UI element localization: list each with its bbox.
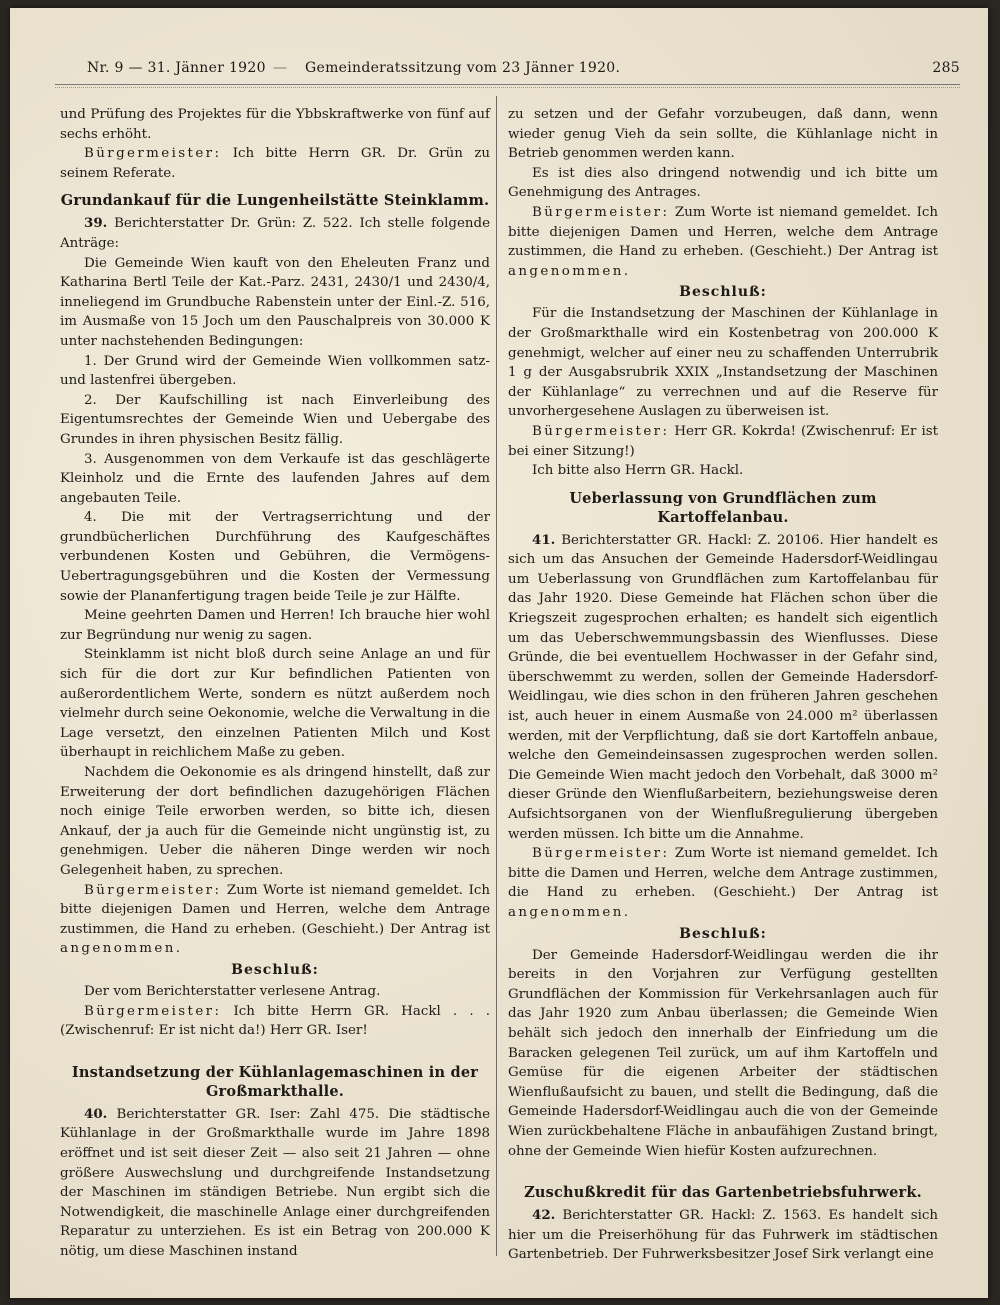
paragraph [60,214,490,253]
paragraph: Es ist dies also dringend notwendig und ich bitte um Genehmigung des Antrages. [508,165,938,201]
paragraph: Nachdem die Oekonomie es als dringend hinstellt, daß zur Erweiterung der dort befindlichen dazugehörigen Flächen noch einige Teile erworben werden, so bitte ich, diesen Ankauf, der ja auch für die Gemeinde nicht ungünstig ist, zu genehmigen. Ueber die näheren Dinge werden wir noch Gelegenheit haben, zu sprechen. [60,765,490,878]
paragraph-text: Ich bitte Herrn GR. Dr. Grün zu seinem Referate. [60,146,490,181]
section-heading: Zuschußkredit für das Gartenbetriebsfuhrwerk. [524,1184,922,1202]
paragraph: Steinklamm ist nicht bloß durch seine Anlage an und für sich für die dort zur Kur befindlichen Patienten von außerordentlichem Werte, sondern es nützt außerdem noch vielmehr durch seine Oekonomie, welche die Verwaltung in die Lage versetzt, den einzelnen Patienten Milch und Kost überhaupt in reichlichem Maße zu geben. [60,647,490,761]
paragraph: 1. Der Grund wird der Gemeinde Wien vollkommen satz- und lastenfrei übergeben. [60,353,490,389]
paragraph [60,1002,490,1041]
item-number: 39. [84,215,108,232]
spacer [60,1041,490,1055]
paragraph-text: Zum Worte ist niemand gemeldet. Ich bitte die Damen und Herren, welche dem Antrage zustimmen, die Hand zu erheben. (Geschieht.) Der Antrag ist [508,846,938,901]
speaker-label: Bürgermeister: [84,1003,222,1019]
result-word: angenommen. [60,941,183,957]
paragraph-text: Berichterstatter Dr. Grün: Z. 522. Ich stelle folgende Anträge: [60,216,490,251]
speaker-label: Bürgermeister: [532,204,670,220]
paragraph-text: Berichterstatter GR. Hackl: Z. 1563. Es handelt sich hier um die Preiserhöhung für das Fuhrwerk im städtischen Gartenbetrieb. Der Fuhrwerksbesitzer Josef Sirk verlangt eine [508,1208,938,1263]
paragraph [508,1206,938,1265]
paragraph [508,531,938,845]
paragraph-text: Berichterstatter GR. Iser: Zahl 475. Die städtische Kühlanlage in der Großmarkthalle wurde im Jahre 1898 eröffnet und ist seit dieser Zeit — also seit 21 Jahren — ohne größere Auswechslung und durchgreifende Instandsetzung der Maschinen im ständigen Betriebe. Nun ergibt sich die Notwendigkeit, die maschinelle Anlage einer durchgreifenden Reparatur zu unterziehen. Es ist ein Betrag von 200.000 K nötig, um diese Maschinen instand [60,1106,490,1259]
header-rule-dotted [55,87,960,88]
paragraph: 4. Die mit der Vertragserrichtung und der grundbücherlichen Durchführung des Kaufgeschäftes verbundenen Kosten und Gebühren, die Vermögens-Uebertragungsgebühren und die Kosten der Vermessung sowie der Plananfertigung tragen beide Teile je zur Hälfte. [60,510,490,604]
session-title: Gemeinderatssitzung vom 23 Jänner 1920. [305,60,621,76]
paragraph [60,881,490,959]
paragraph: Der vom Berichterstatter verlesene Antrag. [84,983,381,999]
right-column [508,105,938,1265]
column-divider [496,96,497,1256]
speaker-label: Bürgermeister: [532,846,670,862]
paragraph [60,144,490,183]
issue-info: Nr. 9 — 31. Jänner 1920 [87,60,266,76]
result-word: angenommen. [508,263,631,279]
paragraph: Der Gemeinde Hadersdorf-Weidlingau werden die ihr bereits in den Vorjahren zur Verfügung gestellten Grundflächen der Kommission für Verkehrsanlagen auch für das Jahr 1920 zum Anbau überlassen; die Gemeinde Wien behält sich jedoch den innerhalb der Einfriedung um die Baracken gelegenen Teil zurück, um auf ihm Kartoffeln und Gemüse für die eigenen Arbeiter der städtischen Wienflußaufsicht zu bauen, und stellt die Bedingung, daß die Gemeinde Hadersdorf-Weidlingau auch die von der Gemeinde Wien zurückbehaltene Fläche in anbaufähigen Zustand bringt, ohne der Gemeinde Wien hiefür Kosten aufzurechnen. [508,947,938,1159]
paragraph [60,1105,490,1262]
speaker-label: Bürgermeister: [84,882,222,898]
paragraph: Die Gemeinde Wien kauft von den Eheleuten Franz und Katharina Bertl Teile der Kat.-Parz. 2431, 2430/1 und 2430/4, inneliegend im Grundbuche Rabenstein unter der Einl.-Z. 516, im Ausmaße von 15 Joch um den Pauschalpreis von 30.000 K unter nachstehenden Bedingungen: [60,255,490,349]
paragraph: 2. Der Kaufschilling ist nach Einverleibung des Eigentumsrechtes der Gemeinde Wien und Uebergabe des Grundes in ihren physischen Besitz fällig. [60,392,490,447]
page-header [55,60,960,86]
resolution-heading: Beschluß: [679,925,767,942]
paragraph-text: Berichterstatter GR. Hackl: Z. 20106. Hier handelt es sich um das Ansuchen der Gemeinde Hadersdorf-Weidlingau um Ueberlassung von Grundflächen zum Kartoffelanbau für das Jahr 1920. Diese Gemeinde hat Flächen schon über die Kriegszeit zugesprochen erhalten; es handelt sich eigentlich um das Ueberschwemmungsbassin des Wienflusses. Diese Gründe, die bei eventuellem Hochwasser in der Gefahr sind, überschwemmt zu werden, sollen der Gemeinde Hadersdorf-Weidlingau, wie dies schon in den früheren Jahren geschehen ist, auch heuer in einem Ausmaße von 24.000 m² überlassen werden, mit der Verpflichtung, daß sie dort Kartoffeln anbaue, welche den Gemeindeinsassen zugesprochen werden sollen. Die Gemeinde Wien macht jedoch den Vorbehalt, daß 3000 m² dieser Gründe den Wienflußarbeitern, beziehungsweise deren Aufsichtsorganen von der Wienflußregulierung übergeben werden müssen. Ich bitte um die Annahme. [508,532,938,842]
paragraph: Ich bitte also Herrn GR. Hackl. [532,463,744,479]
paragraph-text: Zum Worte ist niemand gemeldet. Ich bitte diejenigen Damen und Herren, welche dem Antrage zustimmen, die Hand zu erheben. (Geschieht.) Der Antrag ist [508,204,938,260]
newspaper-page [10,8,988,1298]
item-number: 41. [532,531,556,548]
paragraph [508,844,938,922]
header-separator: — [273,60,288,76]
paragraph-text: Zum Worte ist niemand gemeldet. Ich bitte diejenigen Damen und Herren, welche dem Antrage zustimmen, die Hand zu erheben. (Geschieht.) Der Antrag ist [60,882,490,937]
header-rule [55,84,960,85]
paragraph [508,422,938,461]
paragraph: zu setzen und der Gefahr vorzubeugen, daß dann, wenn wieder genug Vieh da sein sollte, die Kühlanlage nicht in Betrieb genommen werden kann. [508,107,938,162]
page-number: 285 [932,60,960,76]
paragraph: und Prüfung des Projektes für die Ybbskraftwerke von fünf auf sechs erhöht. [60,107,490,142]
section-heading: Ueberlassung von Grundflächen zum Kartoffelanbau. [569,489,877,526]
paragraph: Meine geehrten Damen und Herren! Ich brauche hier wohl zur Begründung nur wenig zu sagen. [60,608,490,643]
section-heading: Grundankauf für die Lungenheilstätte Steinklamm. [60,192,490,210]
resolution-heading: Beschluß: [679,284,767,301]
section-heading: Instandsetzung der Kühlanlagemaschinen in der Großmarkthalle. [71,1063,479,1100]
speaker-label: Bürgermeister: [84,146,222,162]
speaker-label: Bürgermeister: [532,423,670,439]
paragraph: Für die Instandsetzung der Maschinen der Kühlanlage in der Großmarkthalle wird ein Kostenbetrag von 200.000 K genehmigt, welcher auf einer neu zu schaffenden Unterrubrik 1 g der Ausgabsrubrik XXIX „Instandsetzung der Maschinen der Kühlanlage“ zu verrechnen und auf die Reserve für unvorhergesehene Auslagen zu überweisen ist. [508,306,938,420]
paragraph-text: Herr GR. Kokrda! (Zwischenruf: Er ist bei einer Sitzung!) [508,423,938,459]
left-column [60,105,490,1261]
paragraph: 3. Ausgenommen von dem Verkaufe ist das geschlägerte Kleinholz und die Ernte des laufenden Jahres auf dem angebauten Teile. [60,451,490,506]
spacer [508,1161,938,1175]
resolution-heading: Beschluß: [231,961,319,978]
paragraph-text: Ich bitte Herrn GR. Hackl . . . (Zwischenruf: Er ist nicht da!) Herr GR. Iser! [60,1003,490,1039]
result-word: angenommen. [508,904,631,920]
item-number: 42. [532,1207,556,1224]
paragraph [508,203,938,281]
item-number: 40. [84,1105,108,1122]
